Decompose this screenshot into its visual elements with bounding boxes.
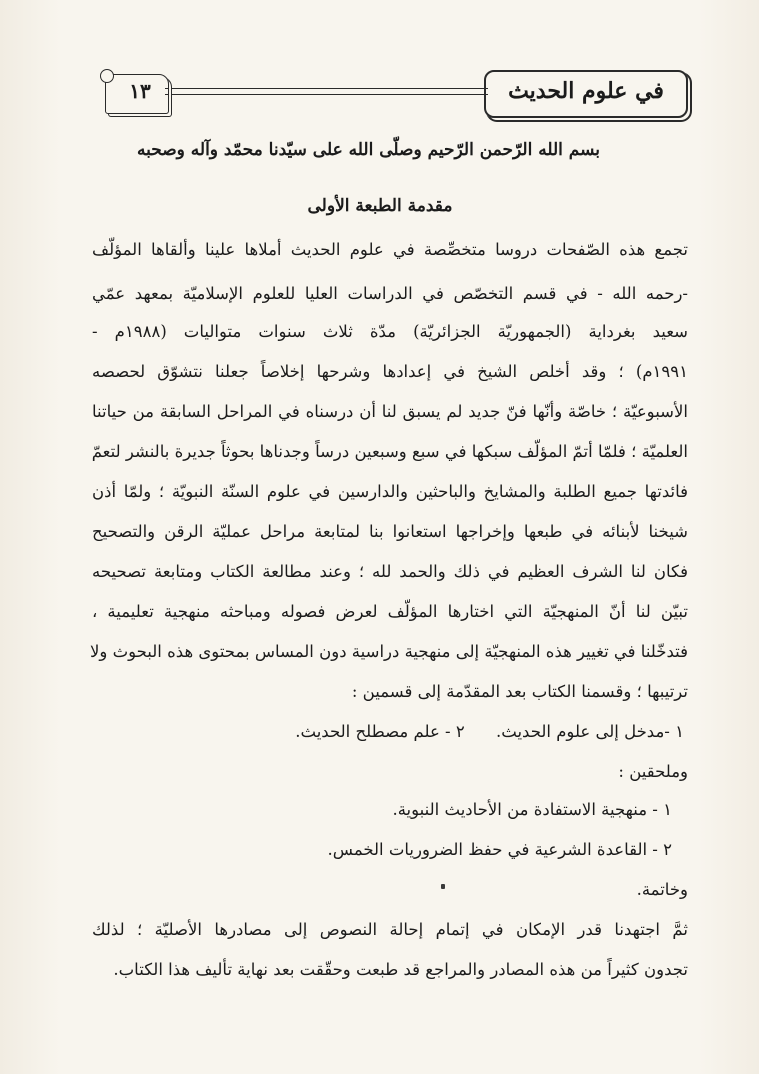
- paragraph-line: الأسبوعيّة ؛ خاصّة وأنّها فنّ جديد لم يسبق لنا أن درسناه في المراحل السابقة من حياتنا: [92, 402, 688, 421]
- paragraph-line: تبيّن لنا أنّ المنهجيّة التي اختارها المؤلّف لعرض فصوله ومباحثه منهجية تعليمية ،: [92, 602, 688, 621]
- appendix-item: ١ - منهجية الاستفادة من الأحاديث النبوية.: [392, 800, 672, 819]
- header-rule: [165, 88, 488, 89]
- paragraph-line: ترتيبها ؛ وقسمنا الكتاب بعد المقدّمة إلى قسمين :: [351, 682, 688, 701]
- closing-line: تجدون كثيراً من هذه المصادر والمراجع قد طبعت وحقّقت بعد نهاية تأليف هذا الكتاب.: [113, 960, 688, 979]
- closing-line: ثمَّ اجتهدنا قدر الإمكان في إتمام إحالة النصوص إلى مصادرها الأصليّة ؛ لذلك: [92, 920, 688, 939]
- page-number: ١٣: [129, 79, 151, 103]
- section-item-1: ١ -مدخل إلى علوم الحديث.: [496, 722, 684, 741]
- page-header: [105, 70, 688, 120]
- paragraph-line: تجمع هذه الصّفحات دروسا متخصِّصة في علوم الحديث أملاها علينا وألقاها المؤلّف: [92, 240, 688, 259]
- section-item-2: ٢ - علم مصطلح الحديث.: [295, 722, 465, 741]
- header-title: في علوم الحديث: [508, 78, 664, 104]
- paragraph-line: شيخنا لأبنائه في طبعها وإخراجها استعانوا بنا لمتابعة مراحل عمليّة الرقن والتصحيح: [92, 522, 688, 541]
- paragraph-line: فائدتها جميع الطلبة والمشايخ والباحثين والدارسين في علوم السنّة النبويّة ؛ ولمّا أذن: [92, 482, 688, 501]
- section-title: مقدمة الطبعة الأولى: [307, 196, 453, 216]
- header-rule: [165, 94, 488, 95]
- page-number-frame: [105, 74, 169, 114]
- paragraph-line: ١٩٩١م) ؛ وقد أخلص الشيخ في إعدادها وشرحها إخلاصاً جعلنا نتشوّق لحصصه: [92, 362, 688, 381]
- paragraph-line: -رحمه الله - في قسم التخصّص في الدراسات العليا للعلوم الإسلاميّة بمعهد عمّي: [92, 284, 688, 303]
- header-title-frame: [484, 70, 688, 118]
- sections-line: [92, 722, 688, 741]
- appendix-item: ٢ - القاعدة الشرعية في حفظ الضروريات الخمس.: [327, 840, 672, 859]
- conclusion-label: وخاتمة.: [636, 880, 688, 899]
- paragraph-line: العلميّة ؛ فلمّا أتمّ المؤلّف سبكها في سبع وسبعين درساً وجدناها بحوثاً جديرة بالنشر لتعمّ: [91, 442, 688, 461]
- paragraph-line: فكان لنا الشرف العظيم في ذلك والحمد لله ؛ وعند مطالعة الكتاب ومتابعة تصحيحه: [92, 562, 688, 581]
- basmala: بسم الله الرّحمن الرّحيم وصلّى الله على سيّدنا محمّد وآله وصحبه: [137, 140, 600, 160]
- paragraph-line: فتدخّلنا في تغيير هذه المنهجيّة إلى منهجية دراسية دون المساس بمحتوى هذه البحوث ولا: [89, 642, 688, 661]
- appendices-label: وملحقين :: [618, 762, 688, 781]
- paragraph-line: سعيد بغرداية (الجمهوريّة الجزائريّة) مدّة ثلاث سنوات متواليات (١٩٨٨م -: [92, 322, 688, 341]
